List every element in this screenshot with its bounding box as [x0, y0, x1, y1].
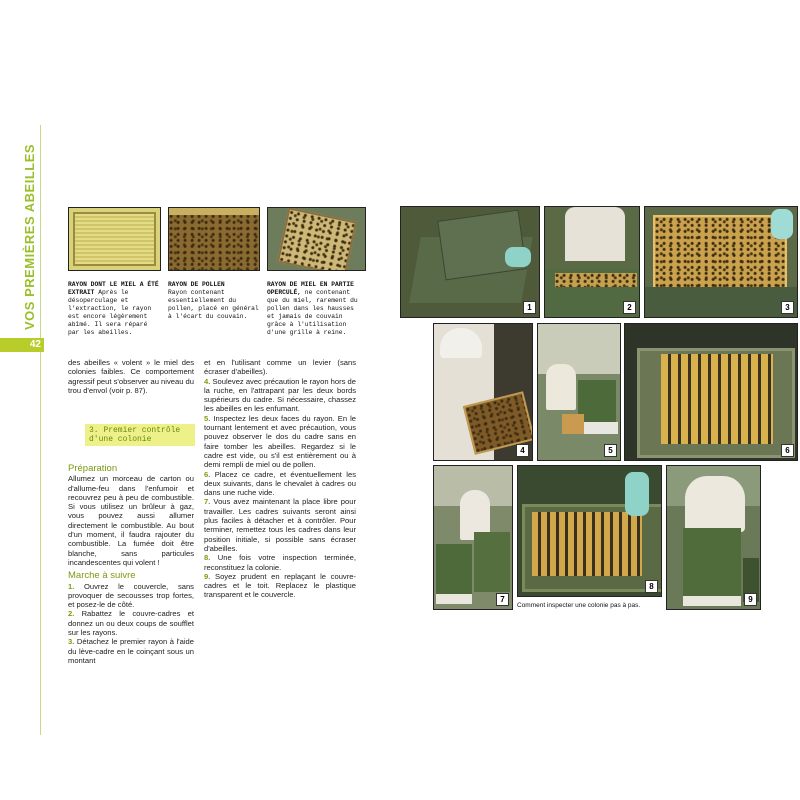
- step-number: 7.: [204, 497, 211, 507]
- running-title: [22, 143, 44, 330]
- step-number: 4.: [204, 376, 211, 386]
- photo-honey-comb: [267, 207, 366, 271]
- step-number: 5.: [204, 413, 211, 423]
- prep-text: Allumez un morceau de carton ou d'allume-feu dans l'enfumoir et recouvrez peu à peu de combustible. Si vous utilisez un brûleur à gaz, vous pouvez aussi allumer directement le combustible. Au bout d'un moment, il faudra rajouter du combustible. La fumée doit être blanche, sans particules incandescentes qui volent !: [68, 474, 194, 567]
- photo-number: 9: [744, 593, 757, 606]
- step-text: Ouvrez le couvercle, sans provoquer de secousses trop fortes, et posez-le de côté.: [68, 581, 194, 610]
- step-text: Détachez le premier rayon à l'aide du lève-cadre en le coinçant sous un montant: [68, 637, 194, 665]
- photo-number: 7: [496, 593, 509, 606]
- step-number: 2.: [68, 609, 75, 619]
- running-title-text: VOS PREMIÈRES ABEILLES: [22, 143, 37, 330]
- page-number: 42: [0, 338, 44, 352]
- photo-caption: Comment inspecter une colonie pas à pas.: [517, 602, 641, 609]
- step-photo-4: [433, 323, 533, 461]
- caption-extracted-comb: [68, 281, 162, 337]
- step-number: 1.: [68, 581, 75, 591]
- caption-text: Après le désoperculage et l'extraction, le rayon est encore légèrement abîmé. Il sera réparé par les abeilles.: [68, 289, 152, 336]
- column-1: [68, 358, 194, 395]
- caption-pollen-comb: [168, 281, 260, 321]
- step-photo-9: [666, 465, 761, 610]
- step-number: 8.: [204, 553, 211, 563]
- col2-intro: et en l'utilisant comme un levier (sans écraser d'abeilles).: [204, 358, 356, 377]
- step-item: [204, 470, 356, 498]
- step-text: Rabattez le couvre-cadres et donnez un ou deux coups de soufflet sur les rayons.: [68, 609, 194, 638]
- photo-extracted-comb: [68, 207, 161, 271]
- caption-text: Rayon contenant essentiellement du pollen, placé en général à l'écart du couvain.: [168, 289, 259, 320]
- photo-number: 6: [781, 444, 794, 457]
- step-photo-5: [537, 323, 621, 461]
- step-photo-1: [400, 206, 540, 318]
- column-2: [204, 358, 356, 600]
- step-photo-2: [544, 206, 640, 318]
- photo-number: 5: [604, 444, 617, 457]
- step-text: Vous avez maintenant la place libre pour travailler. Les cadres suivants seront ainsi plus faciles à détacher et à contrôler. Pour terminer, remettez tous les cadres dans leur position initiale, si possible sans écraser d'abeilles.: [204, 497, 356, 553]
- section-title: 3. Premier contrôle d'une colonie: [85, 424, 195, 446]
- step-item: [204, 377, 356, 414]
- caption-title: RAYON DE POLLEN: [168, 281, 225, 288]
- column-1-cont: [68, 460, 194, 665]
- step-number: 3.: [68, 637, 75, 647]
- caption-title: RAYON DE MIEL EN PARTIE OPERCULÉ,: [267, 281, 354, 296]
- caption-text: ne contenant que du miel, rarement du pollen dans les hausses et jamais de couvain grâce à l'utilisation d'une grille à reine.: [267, 289, 358, 336]
- photo-number: 2: [623, 301, 636, 314]
- step-item: [68, 609, 194, 637]
- prep-heading: Préparation: [68, 463, 118, 474]
- step-text: Placez ce cadre, et éventuellement les deux suivants, dans le chevalet à cadres ou dans une ruche vide.: [204, 469, 356, 498]
- step-item: [204, 497, 356, 553]
- step-text: Inspectez les deux faces du rayon. En le tournant lentement et avec précaution, vous pouvez observer le dos du cadre sans en faire tomber les abeilles. Regardez si le cadre est vide, ou s'il est entièrement ou à demi rempli de miel ou de pollen.: [204, 413, 356, 470]
- step-text: Soyez prudent en replaçant le couvre-cadres et le toit. Replacez le plastique transparent et le couvercle.: [204, 571, 356, 600]
- steps-heading: Marche à suivre: [68, 570, 136, 582]
- photo-number: 8: [645, 580, 658, 593]
- step-item: [68, 637, 194, 665]
- step-photo-3: [644, 206, 798, 318]
- step-number: 9.: [204, 571, 211, 581]
- step-photo-6: [624, 323, 798, 461]
- step-text: Une fois votre inspection terminée, reconstituez la colonie.: [204, 553, 356, 572]
- col1-intro: des abeilles « volent » le miel des colonies faibles. Ce comportement agressif peut s'observer au niveau du trou d'envol (voir p. 87).: [68, 358, 194, 395]
- photo-number: 3: [781, 301, 794, 314]
- step-number: 6.: [204, 469, 211, 479]
- step-photo-8: [517, 465, 662, 597]
- caption-title: RAYON DONT LE MIEL A ÉTÉ EXTRAIT: [68, 281, 159, 296]
- caption-honey-comb: [267, 281, 365, 337]
- photo-number: 4: [516, 444, 529, 457]
- step-photo-7: [433, 465, 513, 610]
- step-item: [204, 572, 356, 600]
- step-text: Soulevez avec précaution le rayon hors de la ruche, en l'attrapant par les deux bords supérieurs du cadre. Si nécessaire, chassez les abeilles en les enfumant.: [204, 376, 356, 414]
- photo-number: 1: [523, 301, 536, 314]
- step-item: [204, 414, 356, 470]
- step-item: [68, 582, 194, 610]
- photo-pollen-comb: [168, 207, 260, 271]
- step-item: [204, 553, 356, 572]
